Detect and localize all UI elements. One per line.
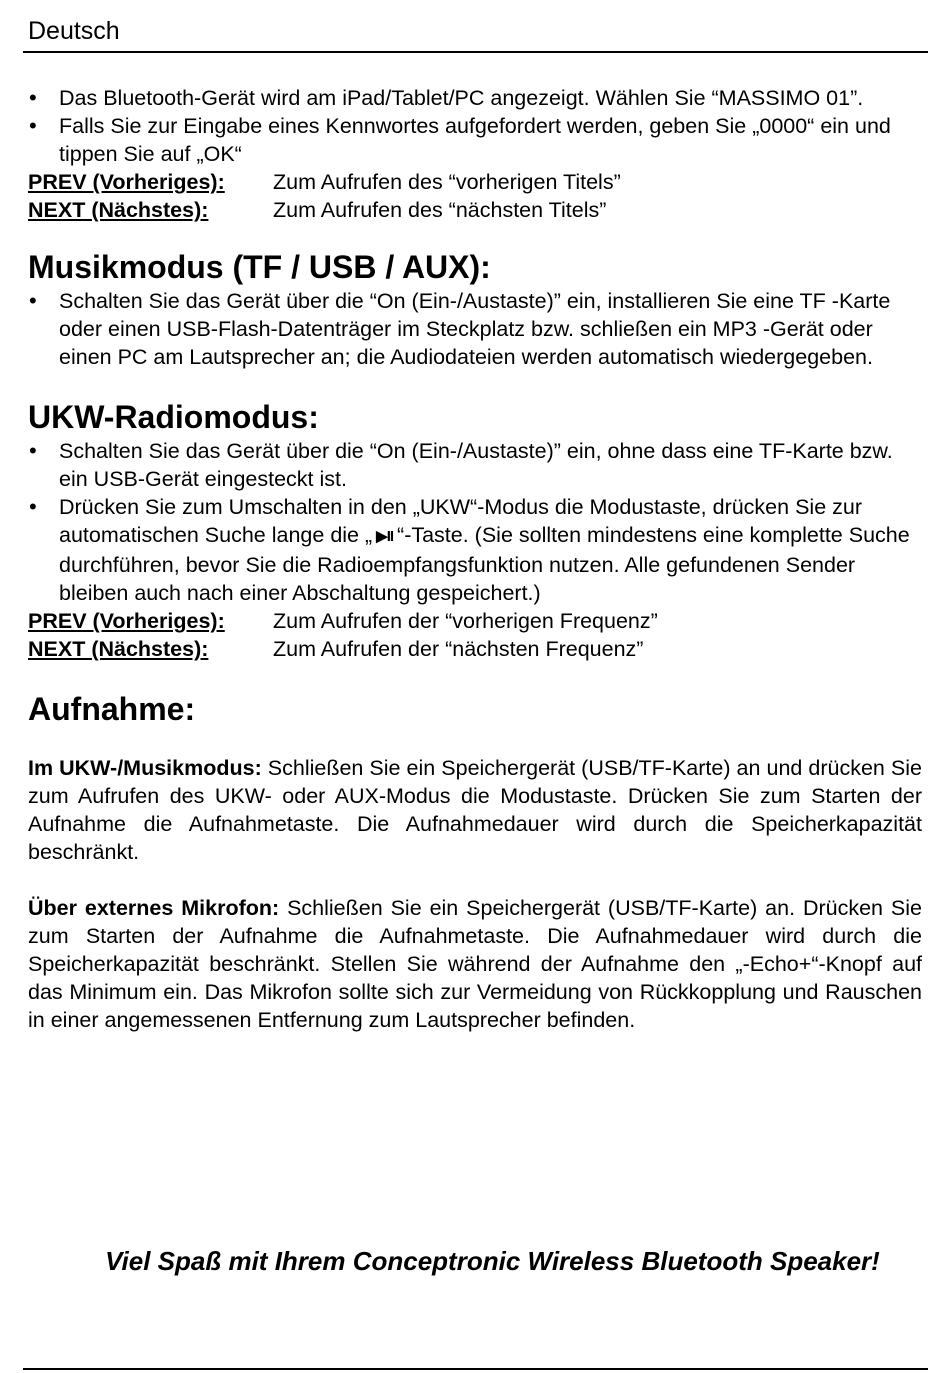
footer-rule: [23, 1368, 928, 1370]
list-item: • Schalten Sie das Gerät über die “On (Ein-/Austaste)” ein, ohne dass eine TF-Karte bzw. ein USB-Gerät eingesteckt ist.: [28, 437, 922, 493]
list-item: • Falls Sie zur Eingabe eines Kennwortes aufgefordert werden, geben Sie „0000“ ein und tippen Sie auf „OK“: [28, 112, 922, 168]
radio-bullet-list: [28, 437, 922, 607]
radio-bullet-text-start: Drücken Sie zum Umschalten in den „UKW“-Modus die Modustaste, drücken Sie zur automatischen Suche lange die „: [59, 495, 862, 547]
prev-description: Zum Aufrufen des “vorherigen Titels”: [273, 170, 621, 194]
recording-paragraph-microphone: [28, 894, 922, 1034]
recording-paragraph-text: Schließen Sie ein Speichergerät (USB/TF-Karte) an. Drücken Sie zum Starten der Aufnahme die Aufnahmetaste. Die Aufnahmedauer wird durch die Speicherkapazität beschränkt. Stellen Sie während der Aufnahme den „-Echo+“-Knopf auf das Minimum ein. Das Mikrofon sollte sich zur Vermeidung von Rückkopplung und Rauschen in einer angemessenen Entfernung zum Lautsprecher befinden.: [28, 896, 922, 1032]
list-item: • Das Bluetooth-Gerät wird am iPad/Tablet/PC angezeigt. Wählen Sie “MASSIMO 01”.: [28, 84, 922, 112]
prev-description: Zum Aufrufen der “vorherigen Frequenz”: [273, 609, 658, 633]
page-content: [28, 84, 922, 1034]
bluetooth-prev-row: [28, 168, 922, 196]
next-description: Zum Aufrufen des “nächsten Titels”: [273, 198, 607, 222]
radio-next-row: [28, 635, 922, 663]
next-label: NEXT (Nächstes):: [28, 198, 209, 222]
paragraph-spacer: [28, 866, 922, 894]
music-bullet-list: [28, 287, 922, 371]
radio-mode-heading: UKW-Radiomodus:: [28, 399, 319, 435]
radio-bullet-text-end: “-Taste. (Sie sollten mindestens eine komplette Suche durchführen, bevor Sie die Radioempfangsfunktion nutzen. Alle gefundenen Sender bleiben auch nach einer Abschaltung gespeichert.): [59, 523, 910, 605]
next-description: Zum Aufrufen der “nächsten Frequenz”: [273, 637, 644, 661]
language-header: Deutsch: [28, 17, 120, 45]
play-pause-icon: ▶II: [376, 528, 394, 545]
recording-paragraph-text: Schließen Sie ein Speichergerät (USB/TF-Karte) an und drücken Sie zum Aufrufen des UKW- oder AUX-Modus die Modustaste. Drücken Sie zum Starten der Aufnahme die Aufnahmetaste. Die Aufnahmedauer wird durch die Speicherkapazität beschränkt.: [28, 756, 922, 864]
recording-paragraph-music-mode: [28, 754, 922, 866]
recording-paragraph-label: Über externes Mikrofon:: [28, 896, 280, 920]
bluetooth-next-row: [28, 196, 922, 224]
list-item: [28, 493, 922, 607]
recording-heading: Aufnahme:: [28, 691, 196, 727]
list-item: • Schalten Sie das Gerät über die “On (Ein-/Austaste)” ein, installieren Sie eine TF -Karte oder einen USB-Flash-Datenträger im Steckplatz bzw. schließen ein MP3 -Gerät oder einen PC am Lautsprecher an; die Audiodateien werden automatisch wiedergegeben.: [28, 287, 922, 371]
bluetooth-bullet-list: [28, 84, 922, 168]
next-label: NEXT (Nächstes):: [28, 637, 209, 661]
header-rule: [23, 51, 928, 53]
closing-message: Viel Spaß mit Ihrem Conceptronic Wireless Bluetooth Speaker!: [105, 1246, 880, 1276]
radio-prev-row: [28, 607, 922, 635]
music-mode-heading: Musikmodus (TF / USB / AUX):: [28, 249, 491, 285]
prev-label: PREV (Vorheriges):: [28, 609, 225, 633]
recording-paragraph-label: Im UKW-/Musikmodus:: [28, 756, 262, 780]
prev-label: PREV (Vorheriges):: [28, 170, 225, 194]
